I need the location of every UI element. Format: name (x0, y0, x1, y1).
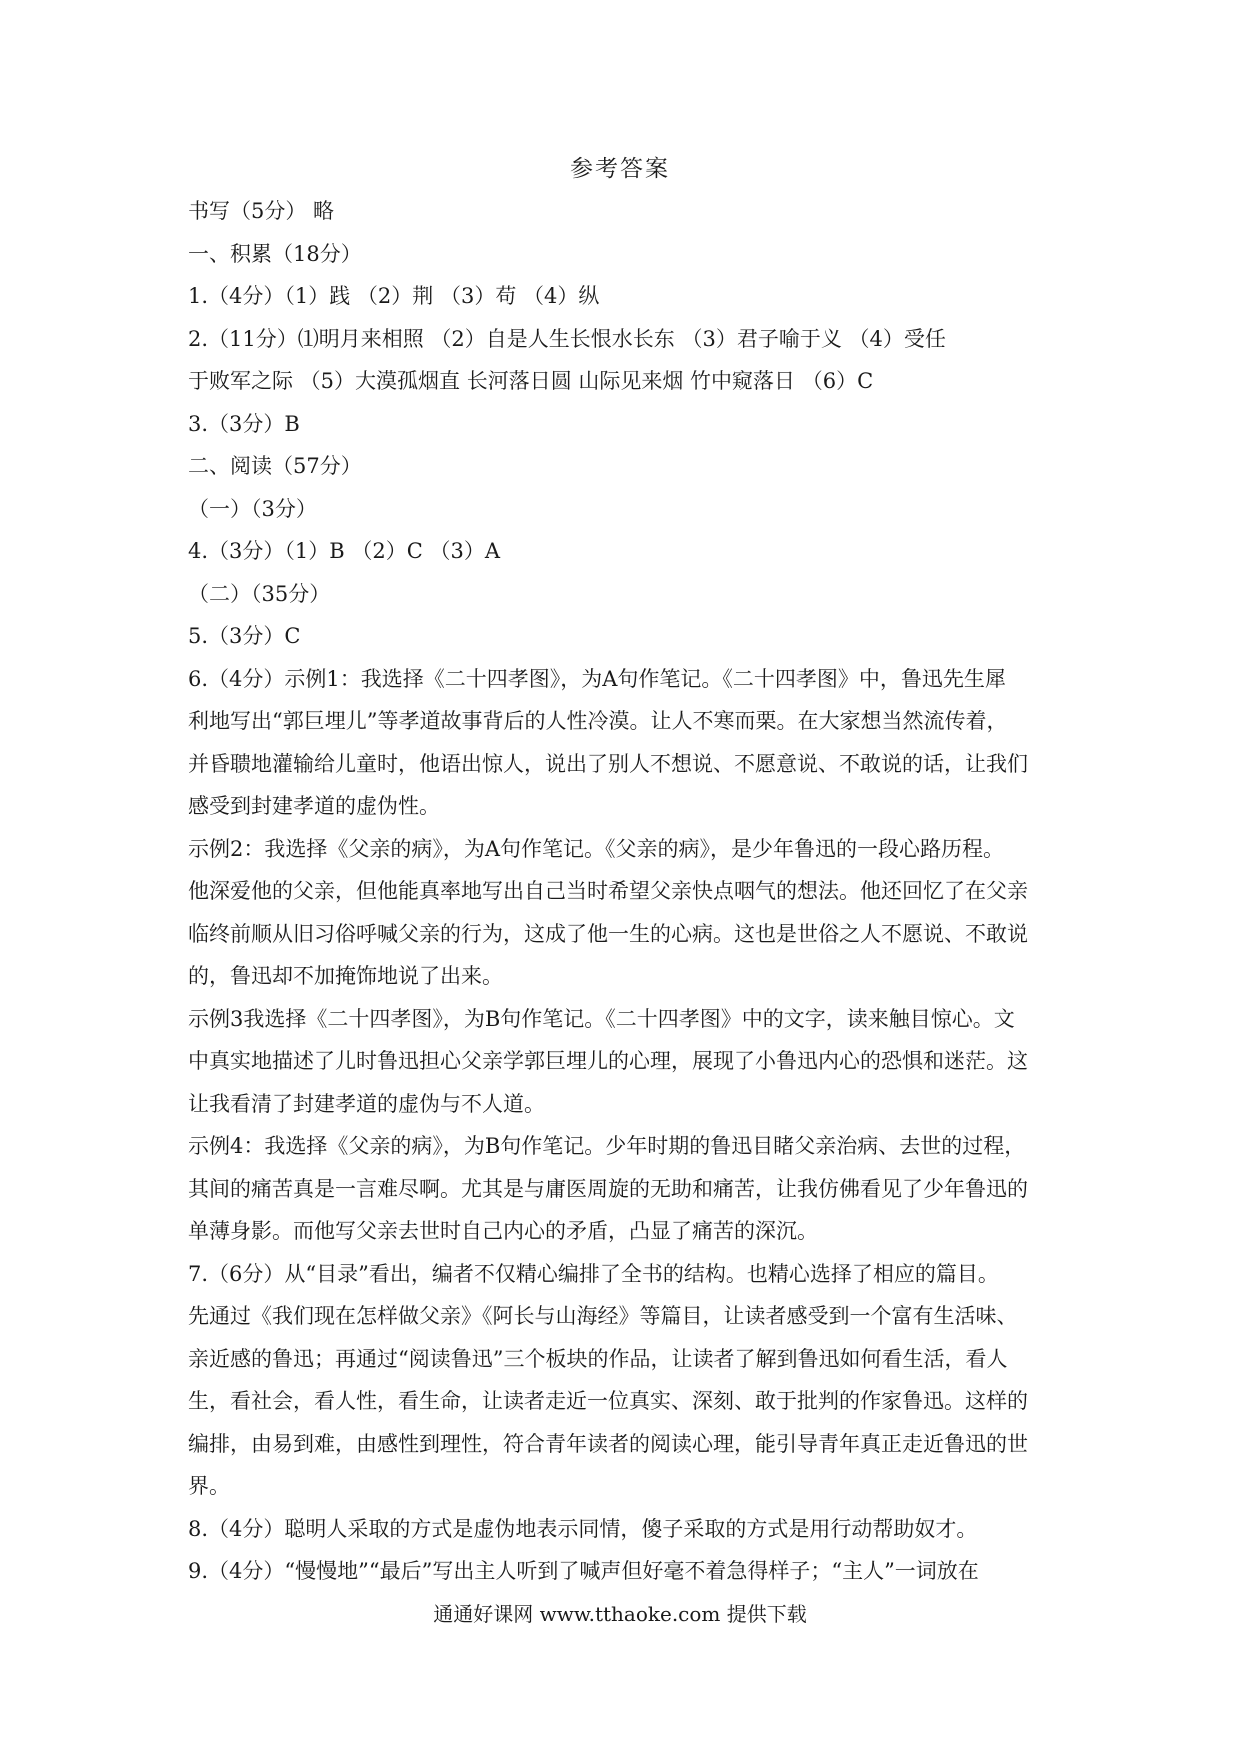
text-line: 让我看清了封建孝道的虚伪与不人道。 (188, 1091, 545, 1116)
text-line: 2.（11分）⑴明月来相照 （2）自是人生长恨水长东 （3）君子喻于义 （4）受任 (188, 326, 946, 351)
text-line: 编排，由易到难，由感性到理性，符合青年读者的阅读心理，能引导青年真正走近鲁迅的世 (188, 1431, 1028, 1456)
answer-body (188, 190, 1056, 1593)
text-line: 5.（3分）C (188, 624, 301, 648)
text-line: 中真实地描述了儿时鲁迅担心父亲学郭巨埋儿的心理，展现了小鲁迅内心的恐惧和迷茫。这 (188, 1049, 1028, 1073)
text-line: 示例4：我选择《父亲的病》，为B句作笔记。少年时期的鲁迅目睹父亲治病、去世的过程， (188, 1134, 1026, 1158)
text-line: 并昏聩地灌输给儿童时，他语出惊人，说出了别人不想说、不愿意说、不敢说的话，让我们 (188, 751, 1028, 776)
text-line: 其间的痛苦真是一言难尽啊。尤其是与庸医周旋的无助和痛苦，让我仿佛看见了少年鲁迅的 (188, 1176, 1028, 1201)
text-line: 利地写出“郭巨埋儿”等孝道故事背后的人性冷漠。让人不寒而栗。在大家想当然流传着， (188, 709, 1008, 733)
text-line: 先通过《我们现在怎样做父亲》《阿长与山海经》等篇目，让读者感受到一个富有生活味、 (188, 1304, 1018, 1328)
text-line: 感受到封建孝道的虚伪性。 (188, 794, 440, 818)
text-line: 临终前顺从旧习俗呼喊父亲的行为，这成了他一生的心病。这也是世俗之人不愿说、不敢说 (188, 921, 1028, 946)
text-line: 6.（4分）示例1：我选择《二十四孝图》，为A句作笔记。《二十四孝图》中，鲁迅先生犀 (188, 666, 1006, 691)
text-line: 3.（3分）B (188, 411, 300, 436)
text-line: 于败军之际 （5）大漠孤烟直 长河落日圆 山际见来烟 竹中窥落日 （6）C (188, 369, 874, 393)
text-line: 亲近感的鲁迅；再通过“阅读鲁迅”三个板块的作品，让读者了解到鲁迅如何看生活，看人 (188, 1346, 1008, 1371)
text-line: 书写（5分） 略 (188, 199, 335, 223)
subsection-heading: （二）（35分） (188, 581, 331, 606)
section-heading: 一、积累（18分） (188, 241, 362, 266)
text-line: 界。 (188, 1474, 230, 1498)
text-line: 8.（4分）聪明人采取的方式是虚伪地表示同情，傻子采取的方式是用行动帮助奴才。 (188, 1516, 978, 1541)
text-line: 1.（4分）（1）践 （2）荆 （3）苟 （4）纵 (188, 284, 600, 308)
text-line: 他深爱他的父亲，但他能真率地写出自己当时希望父亲快点咽气的想法。他还回忆了在父亲 (188, 879, 1028, 903)
subsection-heading: （一）（3分） (188, 496, 317, 521)
section-heading: 二、阅读（57分） (188, 454, 362, 478)
page-footer: 通通好课网 www.tthaoke.com 提供下载 (433, 1602, 807, 1626)
text-line: 4.（3分）（1）B （2）C （3）A (188, 539, 500, 563)
text-line: 的，鲁迅却不加掩饰地说了出来。 (188, 964, 503, 988)
text-line: 9.（4分）“慢慢地”“最后”写出主人听到了喊声但好毫不着急得样子；“主人”一词放在 (188, 1559, 979, 1583)
text-line: 生，看社会，看人性，看生命，让读者走近一位真实、深刻、敢于批判的作家鲁迅。这样的 (188, 1389, 1028, 1413)
text-line: 单薄身影。而他写父亲去世时自己内心的矛盾，凸显了痛苦的深沉。 (188, 1219, 818, 1243)
text-line: 7.（6分）从“目录”看出，编者不仅精心编排了全书的结构。也精心选择了相应的篇目。 (188, 1261, 999, 1286)
page-title: 参考答案 (570, 156, 670, 182)
text-line: 示例3我选择《二十四孝图》，为B句作笔记。《二十四孝图》中的文字，读来触目惊心。文 (188, 1006, 1015, 1031)
text-line: 示例2：我选择《父亲的病》，为A句作笔记。《父亲的病》，是少年鲁迅的一段心路历程。 (188, 836, 1005, 861)
